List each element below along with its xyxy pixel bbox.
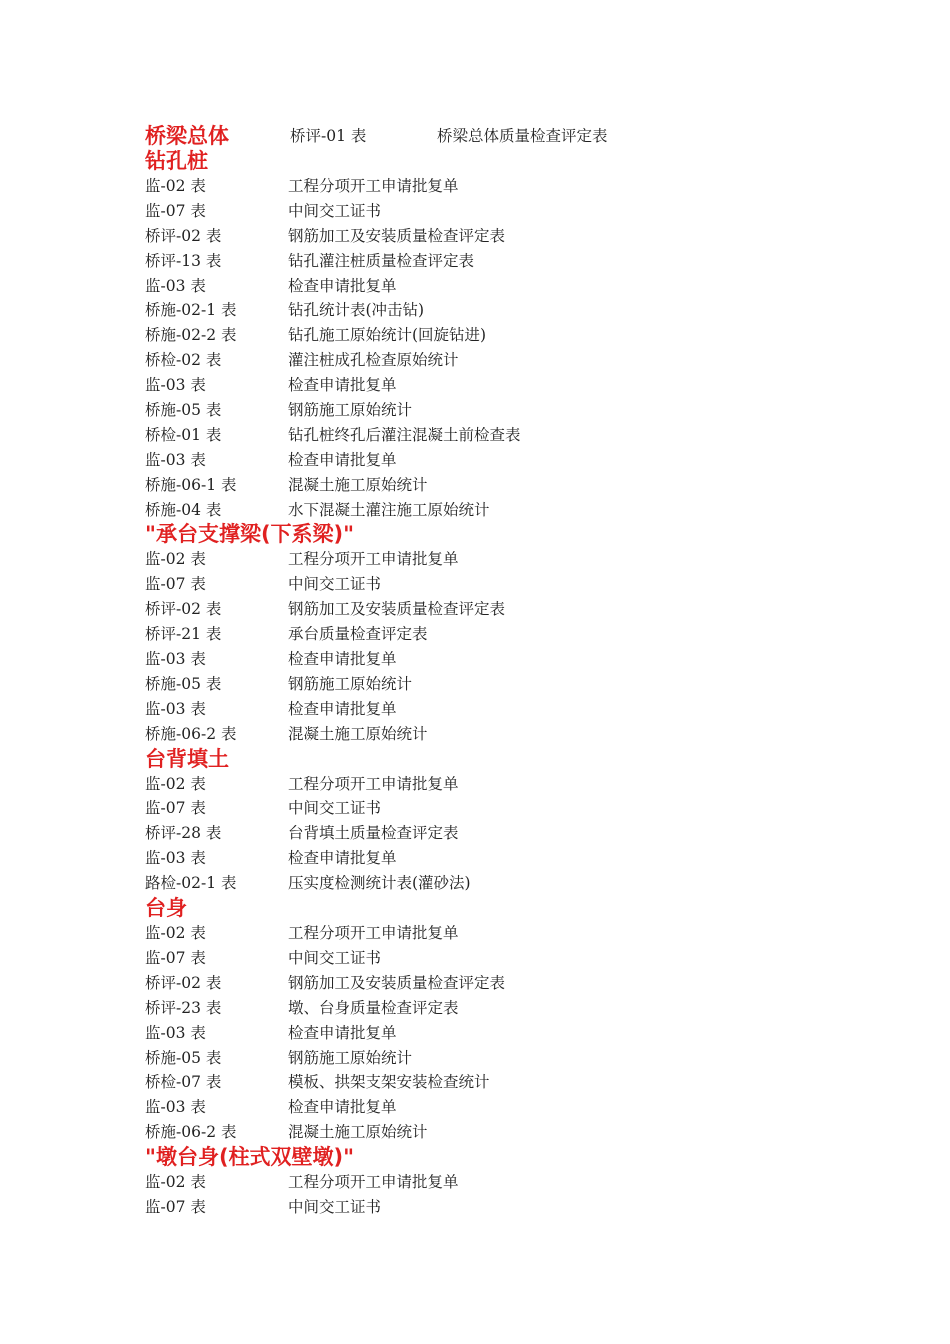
section-heading: 台背填土: [145, 746, 229, 771]
form-description: 工程分项开工申请批复单: [288, 1173, 459, 1192]
section-heading: 台身: [145, 896, 187, 921]
form-row: [145, 473, 905, 498]
top-title: 桥梁总体: [145, 124, 229, 148]
form-code: 监-02 表: [145, 550, 206, 569]
form-description: 墩、台身质量检查评定表: [288, 998, 459, 1017]
form-description: 检查申请批复单: [288, 1023, 397, 1042]
form-row: [145, 199, 905, 224]
form-code: 监-03 表: [145, 376, 206, 395]
form-row: [145, 498, 905, 523]
form-code: 桥评-28 表: [145, 824, 222, 843]
form-description: 混凝土施工原始统计: [288, 1123, 428, 1142]
top-form-code: 桥评-01 表: [290, 127, 367, 145]
section-heading: 钻孔桩: [145, 149, 208, 173]
form-description: 中间交工证书: [288, 575, 382, 594]
form-row: [145, 647, 905, 672]
form-description: 工程分项开工申请批复单: [288, 550, 459, 569]
form-code: 监-02 表: [145, 924, 206, 943]
form-row: [145, 423, 905, 448]
form-row: [145, 722, 905, 747]
form-description: 钻孔统计表(冲击钻): [288, 301, 425, 320]
form-description: 检查申请批复单: [288, 450, 397, 469]
form-code: 桥施-05 表: [145, 1048, 222, 1067]
form-code: 监-07 表: [145, 799, 206, 818]
form-description: 中间交工证书: [288, 799, 382, 818]
form-description: 检查申请批复单: [288, 1098, 397, 1117]
form-description: 模板、拱架支架安装检查统计: [288, 1073, 490, 1092]
form-description: 钢筋施工原始统计: [288, 1048, 413, 1067]
form-row: [145, 323, 905, 348]
form-row: [145, 871, 905, 896]
form-description: 钻孔施工原始统计(回旋钻进): [288, 326, 487, 345]
form-code: 监-07 表: [145, 948, 206, 967]
form-description: 钢筋施工原始统计: [288, 401, 413, 420]
top-section-heading: [145, 124, 905, 149]
form-row: [145, 772, 905, 797]
form-code: 监-03 表: [145, 450, 206, 469]
form-row: [145, 1095, 905, 1120]
form-code: 监-07 表: [145, 1197, 206, 1216]
form-description: 灌注桩成孔检查原始统计: [288, 351, 459, 370]
form-row: [145, 274, 905, 299]
top-form-desc: 桥梁总体质量检查评定表: [437, 127, 608, 145]
form-description: 检查申请批复单: [288, 376, 397, 395]
form-row: [145, 1170, 905, 1195]
form-description: 中间交工证书: [288, 1197, 382, 1216]
form-description: 工程分项开工申请批复单: [288, 774, 459, 793]
form-code: 桥评-02 表: [145, 226, 222, 245]
form-row: [145, 448, 905, 473]
form-code: 桥施-06-2 表: [145, 1123, 237, 1142]
form-row: [145, 572, 905, 597]
form-code: 监-03 表: [145, 699, 206, 718]
form-row: [145, 921, 905, 946]
form-description: 工程分项开工申请批复单: [288, 177, 459, 195]
form-row: [145, 971, 905, 996]
form-code: 监-02 表: [145, 1173, 206, 1192]
form-row: [145, 398, 905, 423]
form-row: [145, 622, 905, 647]
form-row: [145, 597, 905, 622]
form-row: [145, 348, 905, 373]
form-row: [145, 373, 905, 398]
form-row: [145, 821, 905, 846]
form-code: 桥检-02 表: [145, 351, 222, 370]
form-description: 中间交工证书: [288, 948, 382, 967]
form-code: 监-03 表: [145, 276, 206, 295]
form-description: 检查申请批复单: [288, 849, 397, 868]
form-code: 桥评-02 表: [145, 973, 222, 992]
form-code: 桥施-05 表: [145, 401, 222, 420]
form-description: 混凝土施工原始统计: [288, 475, 428, 494]
form-description: 检查申请批复单: [288, 699, 397, 718]
form-code: 桥施-06-1 表: [145, 475, 237, 494]
section-heading: "承台支撑梁(下系梁)": [145, 522, 355, 547]
form-code: 桥评-21 表: [145, 625, 222, 644]
form-row: [145, 1120, 905, 1145]
form-description: 中间交工证书: [288, 201, 382, 220]
form-code: 路检-02-1 表: [145, 874, 237, 893]
form-description: 混凝土施工原始统计: [288, 724, 428, 743]
form-code: 监-07 表: [145, 201, 206, 220]
form-code: 监-02 表: [145, 774, 206, 793]
sections-container: [145, 149, 905, 1220]
form-row: [145, 174, 905, 199]
form-row: [145, 1195, 905, 1220]
form-code: 桥评-13 表: [145, 251, 222, 270]
form-code: 监-03 表: [145, 849, 206, 868]
form-description: 承台质量检查评定表: [288, 625, 428, 644]
form-code: 监-07 表: [145, 575, 206, 594]
form-row: [145, 946, 905, 971]
form-code: 桥施-02-2 表: [145, 326, 237, 345]
form-row: [145, 846, 905, 871]
form-row: [145, 697, 905, 722]
form-code: 监-03 表: [145, 1023, 206, 1042]
form-row: [145, 672, 905, 697]
form-row: [145, 249, 905, 274]
form-row: [145, 796, 905, 821]
form-code: 桥施-02-1 表: [145, 301, 237, 320]
form-description: 钢筋施工原始统计: [288, 674, 413, 693]
form-description: 钢筋加工及安装质量检查评定表: [288, 226, 506, 245]
form-description: 检查申请批复单: [288, 276, 397, 295]
form-description: 钻孔灌注桩质量检查评定表: [288, 251, 475, 270]
form-row: [145, 224, 905, 249]
form-row: [145, 996, 905, 1021]
form-row: [145, 1046, 905, 1071]
form-code: 桥施-06-2 表: [145, 724, 237, 743]
form-description: 检查申请批复单: [288, 650, 397, 669]
form-description: 钻孔桩终孔后灌注混凝土前检查表: [288, 425, 521, 444]
form-code: 桥评-02 表: [145, 600, 222, 619]
form-code: 桥评-23 表: [145, 998, 222, 1017]
form-description: 水下混凝土灌注施工原始统计: [288, 500, 490, 519]
form-code: 监-03 表: [145, 1098, 206, 1117]
form-description: 台背填土质量检查评定表: [288, 824, 459, 843]
form-code: 监-02 表: [145, 177, 206, 195]
form-code: 桥检-07 表: [145, 1073, 222, 1092]
form-description: 压实度检测统计表(灌砂法): [288, 874, 471, 893]
form-code: 桥检-01 表: [145, 425, 222, 444]
form-description: 钢筋加工及安装质量检查评定表: [288, 973, 506, 992]
form-code: 桥施-05 表: [145, 674, 222, 693]
document-body: [145, 124, 905, 1220]
form-description: 钢筋加工及安装质量检查评定表: [288, 600, 506, 619]
form-row: [145, 1021, 905, 1046]
section-heading: "墩台身(柱式双壁墩)": [145, 1145, 355, 1170]
form-row: [145, 547, 905, 572]
form-code: 桥施-04 表: [145, 500, 222, 519]
form-code: 监-03 表: [145, 650, 206, 669]
form-row: [145, 298, 905, 323]
form-description: 工程分项开工申请批复单: [288, 924, 459, 943]
form-row: [145, 1070, 905, 1095]
